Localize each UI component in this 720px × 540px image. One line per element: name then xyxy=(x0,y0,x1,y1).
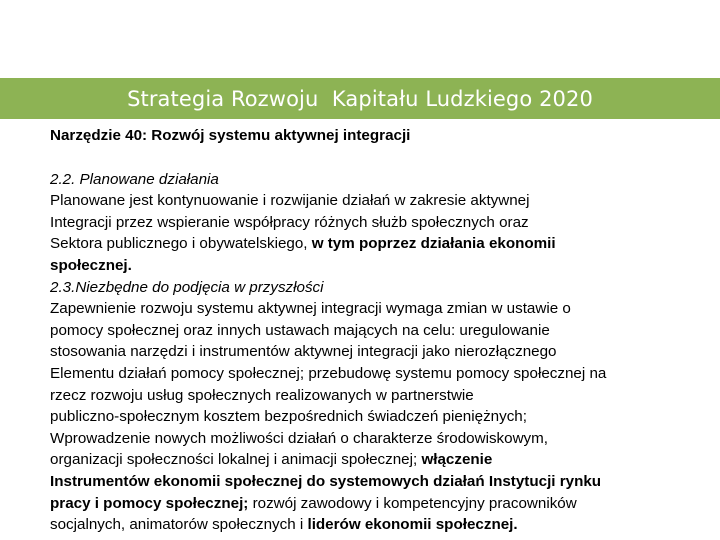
slide-content xyxy=(50,125,712,536)
text-line xyxy=(50,449,712,471)
text-line xyxy=(50,363,712,385)
text-line xyxy=(50,385,712,407)
body-text xyxy=(50,169,712,536)
text-line xyxy=(50,320,712,342)
text-segment: socjalnych, animatorów społecznych i xyxy=(50,516,308,534)
text-segment: Integracji przez wspieranie współpracy różnych służb społecznych oraz xyxy=(50,213,529,231)
bold-text: pracy i pomocy społecznej; xyxy=(50,494,249,512)
text-segment: Planowane jest kontynuowanie i rozwijanie działań w zakresie aktywnej xyxy=(50,192,530,210)
text-segment: 2.2. Planowane działania xyxy=(50,170,219,188)
bold-text: w tym poprzez działania ekonomii xyxy=(311,235,556,253)
text-line xyxy=(50,298,712,320)
text-line xyxy=(50,233,712,255)
tool-title: Narzędzie 40: Rozwój systemu aktywnej integracji xyxy=(50,127,411,144)
text-line xyxy=(50,169,712,191)
bold-text: Instrumentów ekonomii społecznej do systemowych działań Instytucji rynku xyxy=(50,472,602,490)
title-banner xyxy=(0,78,720,119)
bold-text: włączenie xyxy=(421,451,493,469)
text-line xyxy=(50,493,712,515)
text-segment: organizacji społeczności lokalnej i animacji społecznej; xyxy=(50,451,422,469)
text-line xyxy=(50,212,712,234)
text-segment: stosowania narzędzi i instrumentów aktywnej integracji jako nierozłącznego xyxy=(50,343,557,361)
text-segment: rozwój zawodowy i kompetencyjny pracowników xyxy=(248,494,577,512)
banner-title: Strategia Rozwoju Kapitału Ludzkiego 2020 xyxy=(127,86,593,111)
text-line xyxy=(50,190,712,212)
text-segment: Sektora publicznego i obywatelskiego, xyxy=(50,235,312,253)
text-segment: Zapewnienie rozwoju systemu aktywnej integracji wymaga zmian w ustawie o xyxy=(50,300,571,318)
text-segment: rzecz rozwoju usług społecznych realizowanych w partnerstwie xyxy=(50,386,474,404)
text-line xyxy=(50,406,712,428)
text-segment: 2.3.Niezbędne do podjęcia w przyszłości xyxy=(50,278,324,296)
text-segment: Wprowadzenie nowych możliwości działań o charakterze środowiskowym, xyxy=(50,429,549,447)
text-line xyxy=(50,514,712,536)
text-line xyxy=(50,471,712,493)
text-segment: Elementu działań pomocy społecznej; przebudowę systemu pomocy społecznej na xyxy=(50,364,607,382)
text-segment: publiczno-społecznym kosztem bezpośrednich świadczeń pieniężnych; xyxy=(50,408,527,426)
bold-text: społecznej. xyxy=(50,256,132,274)
text-line xyxy=(50,277,712,299)
bold-text: liderów ekonomii społecznej. xyxy=(307,516,518,534)
text-segment: pomocy społecznej oraz innych ustawach mających na celu: uregulowanie xyxy=(50,321,550,339)
text-line xyxy=(50,428,712,450)
text-line xyxy=(50,341,712,363)
text-line xyxy=(50,255,712,277)
